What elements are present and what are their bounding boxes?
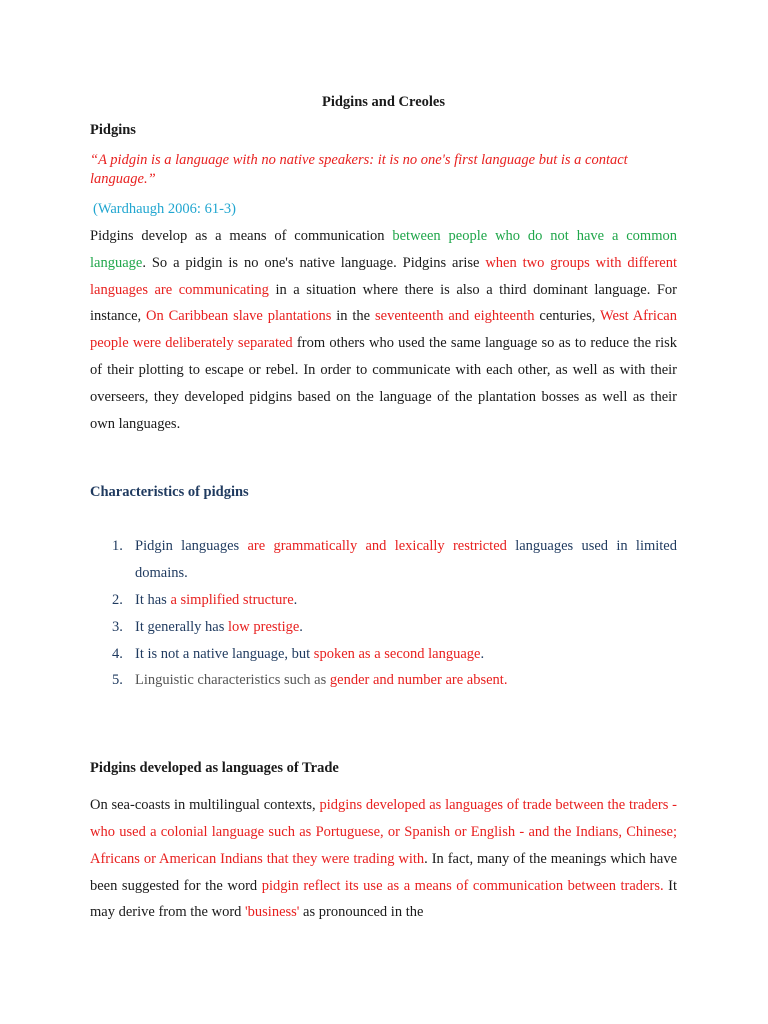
list-number: 3. [112, 618, 123, 635]
list-item [90, 614, 677, 641]
highlight-red: when two groups with different languages are communicating [90, 254, 677, 298]
list-number: 2. [112, 591, 123, 608]
item-highlight: low prestige [228, 618, 300, 635]
highlight-red: pidgins developed as languages of trade between the traders - who used a colonial language such as Portuguese, or Spanish or English - and the Indians, Chinese; Africans or American Indians that they were trading with [90, 797, 677, 867]
definition-quote: “A pidgin is a language with no native speakers: it is no one's first language but is a contact language.” [90, 152, 628, 187]
item-highlight: are grammatically and lexically restricted [247, 538, 507, 555]
trade-paragraph [90, 792, 677, 926]
characteristics-list [90, 533, 677, 694]
item-text: Linguistic characteristics such as [135, 672, 330, 689]
section-heading-characteristics: Characteristics of pidgins [90, 484, 249, 501]
list-number: 1. [112, 538, 123, 555]
item-text: It has [135, 591, 171, 608]
pidgins-paragraph [90, 223, 677, 437]
highlight-red: 'business' [245, 904, 300, 921]
item-text: It generally has [135, 618, 229, 635]
highlight-red: West African people were deliberately separated [90, 308, 677, 352]
item-text: . [299, 618, 303, 635]
citation: (Wardhaugh 2006: 61-3) [93, 201, 236, 217]
item-text: It is not a native language, but [135, 645, 314, 662]
para-text: It may derive from the word [90, 877, 678, 921]
document-body [90, 93, 677, 926]
para-text: . So a pidgin is no one's native language. Pidgins arise [142, 254, 486, 271]
item-text: . [293, 591, 298, 608]
para-text: as pronounced in the [299, 904, 424, 921]
highlight-red: On Caribbean slave plantations [146, 308, 332, 325]
list-number: 5. [112, 672, 123, 689]
list-item [90, 587, 677, 614]
item-highlight: a simplified structure [170, 591, 294, 608]
para-text: in the [331, 308, 375, 325]
section-heading-pidgins: Pidgins [90, 122, 136, 138]
item-text: Pidgin languages [135, 538, 248, 555]
list-item [90, 533, 677, 587]
document-title: Pidgins and Creoles [321, 94, 445, 110]
list-item [90, 667, 677, 694]
para-text: On sea-coasts in multilingual contexts, [90, 797, 320, 814]
highlight-green: between people who do not have a common language [90, 228, 677, 271]
item-text: languages used in limited domains. [135, 538, 677, 582]
item-highlight: gender and number are absent. [329, 672, 508, 689]
highlight-red: seventeenth and eighteenth [375, 308, 535, 325]
highlight-red: pidgin reflect its use as a means of communication between traders. [261, 877, 664, 894]
para-text: from others who used the same language so as to reduce the risk of their plotting to escape or rebel. In order to communicate with each other, as well as with their overseers, they developed pidgins based on the language of the plantation bosses as well as their own languages. [90, 335, 677, 432]
list-item [90, 641, 677, 668]
section-heading-trade: Pidgins developed as languages of Trade [90, 760, 339, 777]
item-text: . [480, 645, 485, 662]
para-text: Pidgins develop as a means of communication [90, 228, 393, 244]
list-number: 4. [112, 645, 123, 662]
para-text: . In fact, many of the meanings which have been suggested for the word [90, 850, 677, 894]
para-text: in a situation where there is also a third dominant language. For instance, [90, 281, 677, 325]
item-highlight: spoken as a second language [313, 645, 481, 662]
para-text: centuries, [534, 308, 600, 325]
